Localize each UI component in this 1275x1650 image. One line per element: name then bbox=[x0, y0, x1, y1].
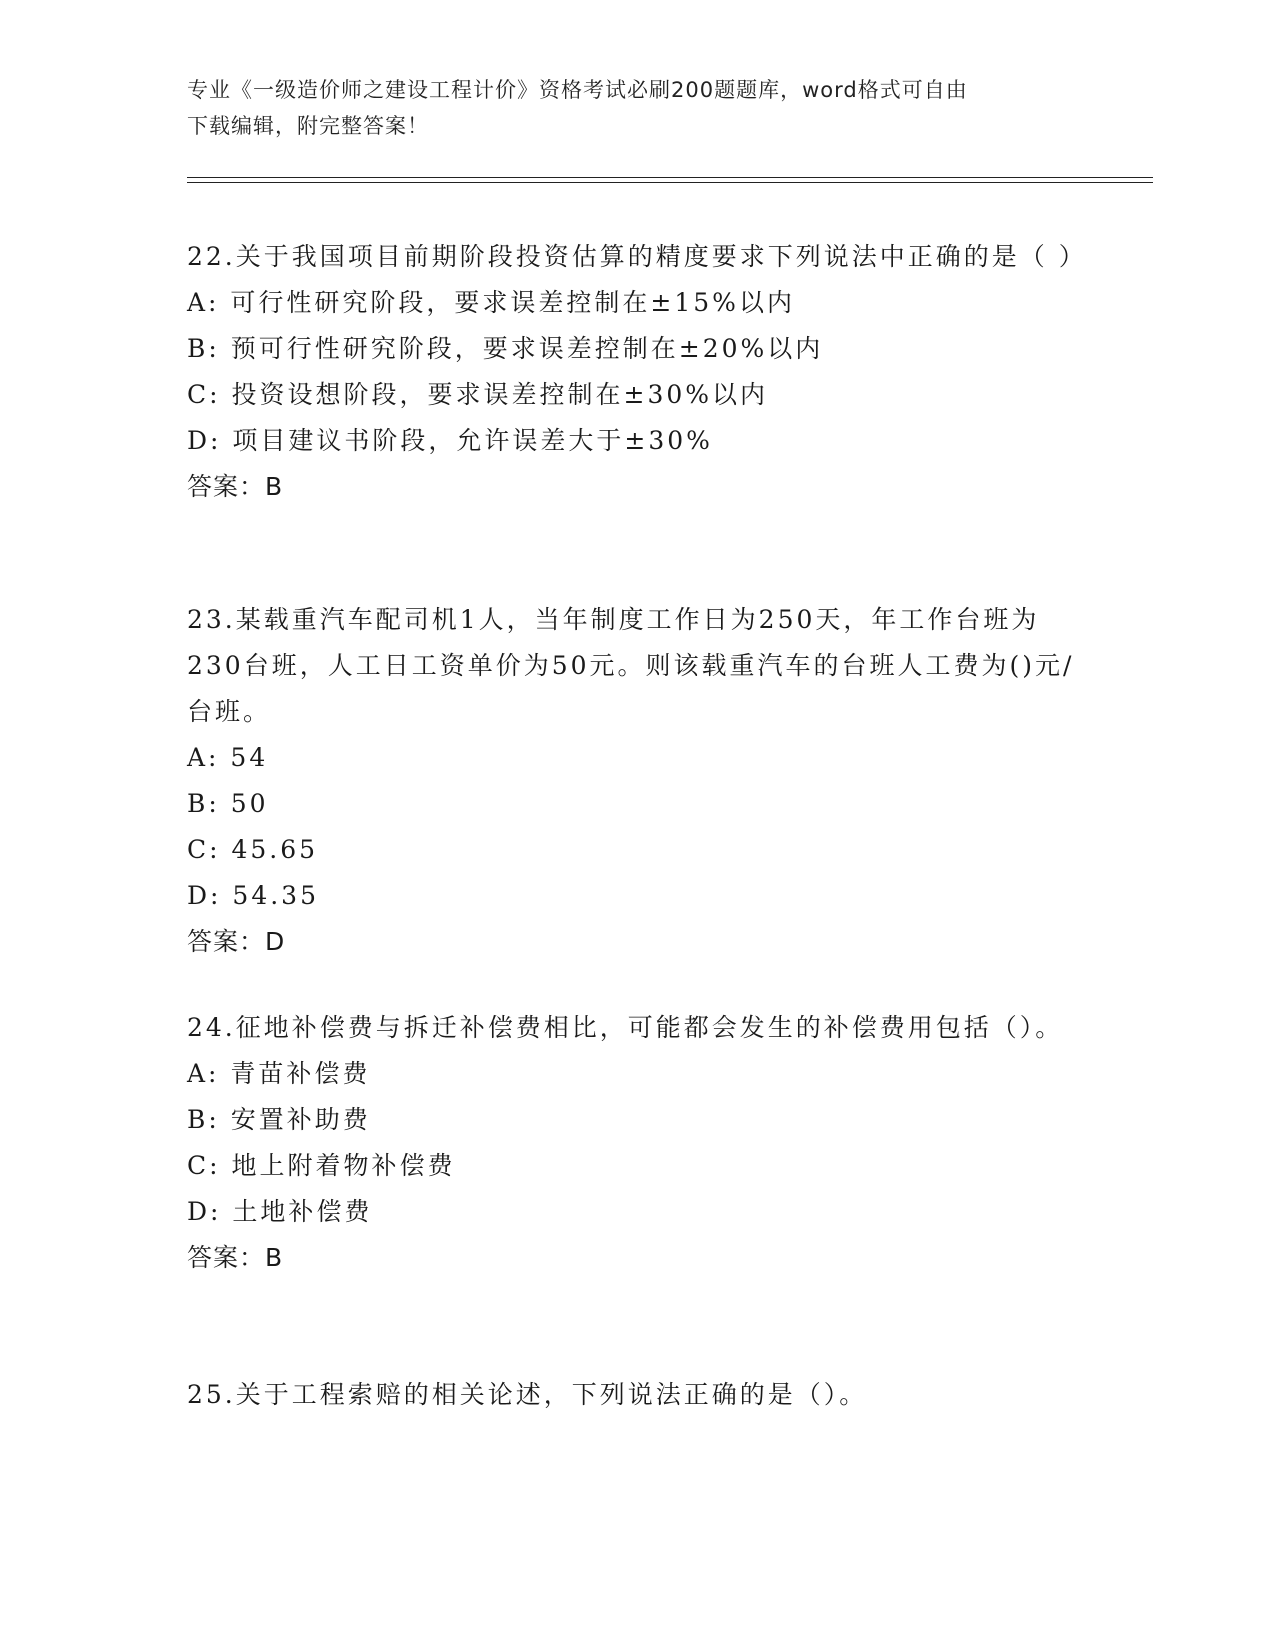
option-a: A: 青苗补偿费 bbox=[187, 1059, 371, 1088]
question-text: 25.关于工程索赔的相关论述，下列说法正确的是（）。 bbox=[187, 1380, 868, 1409]
answer: 答案：B bbox=[187, 472, 284, 501]
question-text: 22.关于我国项目前期阶段投资估算的精度要求下列说法中正确的是（ ） bbox=[187, 242, 1087, 271]
option-d: D: 土地补偿费 bbox=[187, 1197, 373, 1226]
question-25 bbox=[187, 1372, 1087, 1418]
answer: 答案：B bbox=[187, 1243, 284, 1272]
header-divider-top bbox=[187, 177, 1153, 178]
option-b: B: 预可行性研究阶段，要求误差控制在±20%以内 bbox=[187, 334, 824, 363]
question-24 bbox=[187, 1005, 1087, 1281]
answer: 答案：D bbox=[187, 927, 286, 956]
option-d: D: 项目建议书阶段，允许误差大于±30% bbox=[187, 426, 713, 455]
header-line-2: 下载编辑，附完整答案！ bbox=[187, 114, 429, 138]
option-c: C: 投资设想阶段，要求误差控制在±30%以内 bbox=[187, 380, 769, 409]
option-b: B: 安置补助费 bbox=[187, 1105, 371, 1134]
option-a: A: 可行性研究阶段，要求误差控制在±15%以内 bbox=[187, 288, 795, 317]
option-a: A: 54 bbox=[187, 743, 269, 772]
option-d: D: 54.35 bbox=[187, 881, 319, 910]
question-text: 23.某载重汽车配司机1人，当年制度工作日为250天，年工作台班为230台班，人工日工资单价为50元。则该载重汽车的台班人工费为()元/台班。 bbox=[187, 605, 1075, 726]
document-header bbox=[187, 72, 1087, 144]
header-line-1: 专业《一级造价师之建设工程计价》资格考试必刷200题题库，word格式可自由 bbox=[187, 78, 968, 102]
header-divider-bottom bbox=[187, 182, 1153, 183]
question-23 bbox=[187, 597, 1087, 965]
option-b: B: 50 bbox=[187, 789, 269, 818]
question-text: 24.征地补偿费与拆迁补偿费相比，可能都会发生的补偿费用包括（）。 bbox=[187, 1013, 1064, 1042]
option-c: C: 45.65 bbox=[187, 835, 319, 864]
question-22 bbox=[187, 234, 1087, 510]
option-c: C: 地上附着物补偿费 bbox=[187, 1151, 456, 1180]
